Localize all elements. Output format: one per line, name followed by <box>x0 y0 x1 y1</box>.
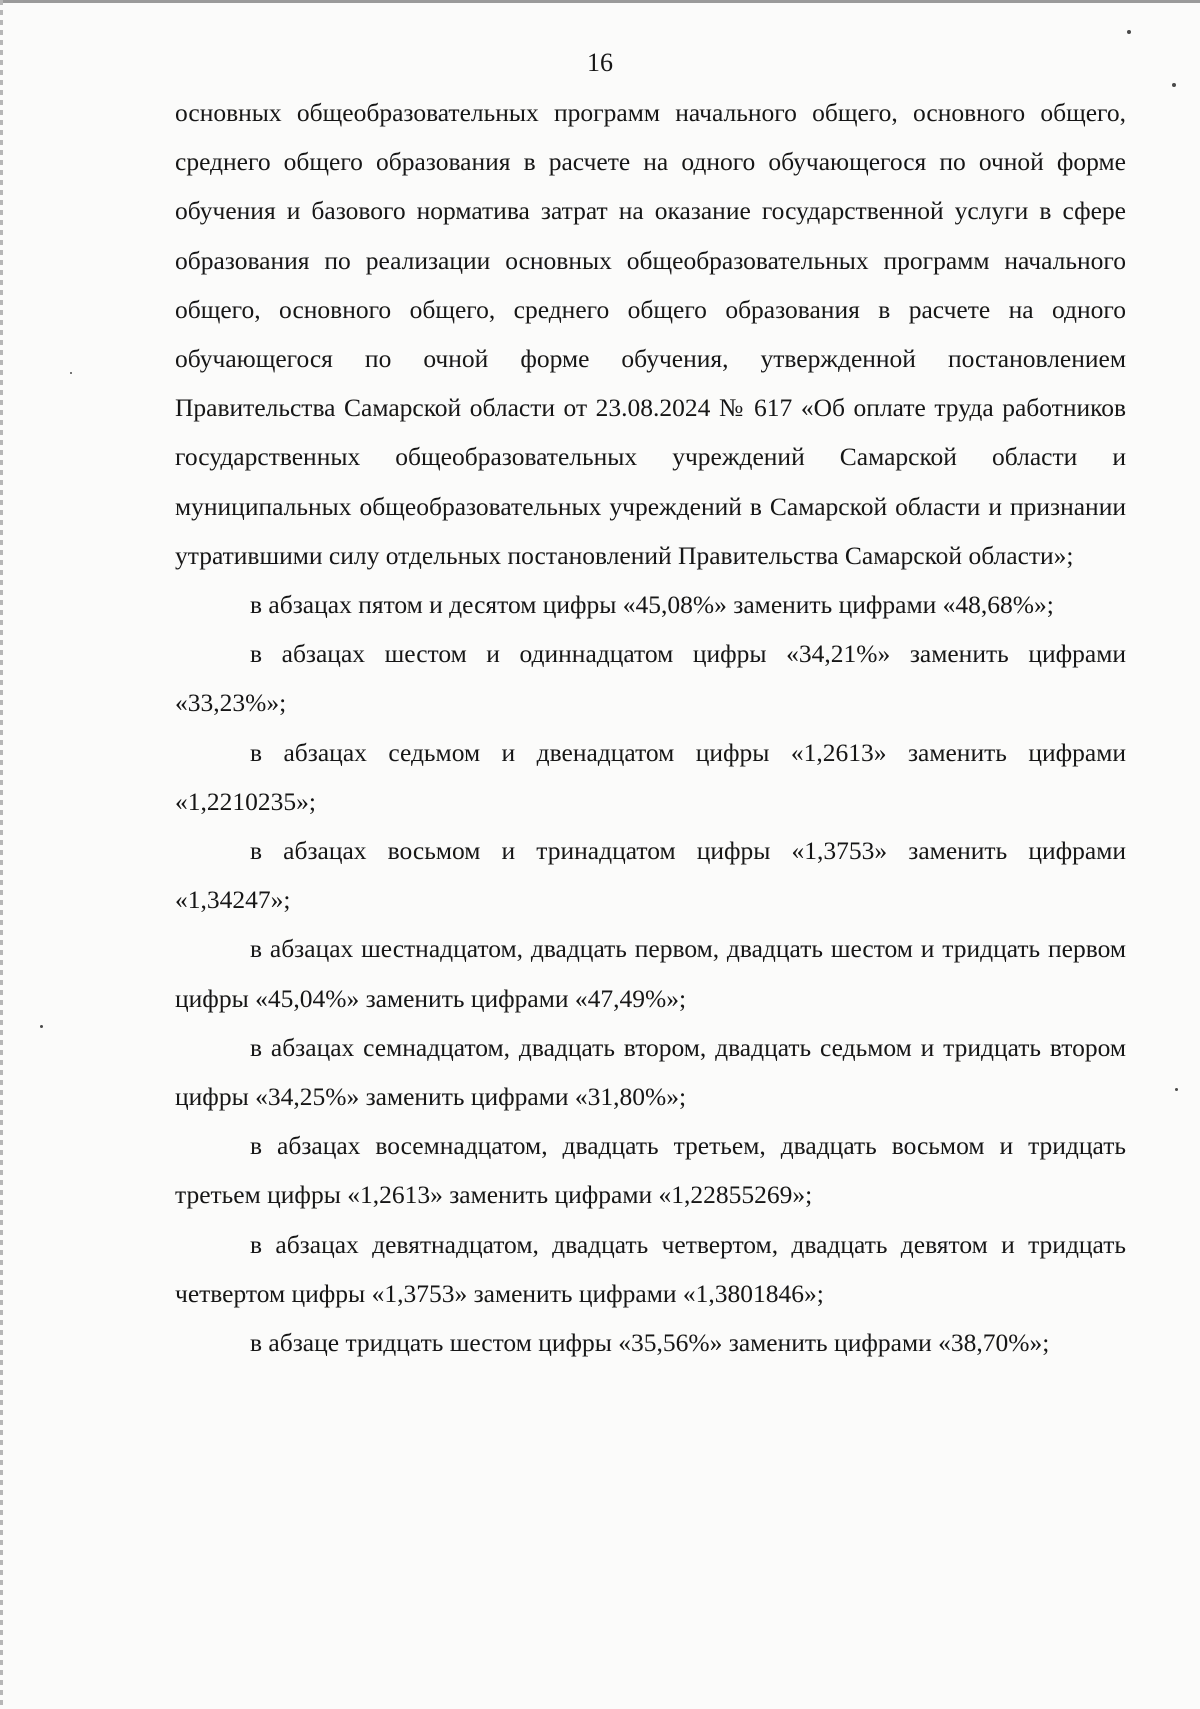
amendment-paragraph: в абзацах шестнадцатом, двадцать первом, двадцать шестом и тридцать первом цифры «45,04%» заменить цифрами «47,49%»; <box>175 934 1126 1013</box>
amendment-paragraph: в абзацах девятнадцатом, двадцать четвертом, двадцать девятом и тридцать четвертом цифры «1,3753» заменить цифрами «1,3801846»; <box>175 1229 1126 1308</box>
amendment-paragraph: в абзацах восемнадцатом, двадцать третьем, двадцать восьмом и тридцать третьем цифры «1,2613» заменить цифрами «1,22855269»; <box>175 1131 1126 1210</box>
document-body <box>175 88 1126 1367</box>
scan-left-edge <box>0 0 3 1709</box>
amendment-paragraph: в абзацах шестом и одиннадцатом цифры «34,21%» заменить цифрами «33,23%»; <box>175 639 1126 718</box>
paragraph-continuation: основных общеобразовательных программ начального общего, основного общего, среднего общего образования в расчете на одного обучающегося по очной форме обучения и базового норматива затрат на оказание государственной услуги в сфере образования по реализации основных общеобразовательных программ начального общего, основного общего, среднего общего образования в расчете на одного обучающегося по очной форме обучения, утвержденной постановлением Правительства Самарской области от 23.08.2024 № 617 «Об оплате труда работников государственных общеобразовательных учреждений Самарской области и муниципальных общеобразовательных учреждений в Самарской области и признании утратившими силу отдельных постановлений Правительства Самарской области»; <box>175 98 1126 570</box>
amendment-paragraph: в абзацах восьмом и тринадцатом цифры «1,3753» заменить цифрами «1,34247»; <box>175 836 1126 915</box>
scan-speck <box>70 372 72 374</box>
scan-speck <box>1127 30 1131 34</box>
amendment-paragraph: в абзацах семнадцатом, двадцать втором, двадцать седьмом и тридцать втором цифры «34,25%» заменить цифрами «31,80%»; <box>175 1032 1126 1112</box>
page-number: 16 <box>587 48 613 77</box>
scan-top-edge <box>0 0 1200 3</box>
amendment-paragraph: в абзацах пятом и десятом цифры «45,08%» заменить цифрами «48,68%»; <box>250 590 1054 620</box>
scan-speck <box>1175 1088 1178 1091</box>
scan-speck <box>40 1025 43 1028</box>
scan-speck <box>1172 83 1176 87</box>
amendment-paragraph: в абзаце тридцать шестом цифры «35,56%» заменить цифрами «38,70%»; <box>250 1328 1050 1358</box>
amendment-paragraph: в абзацах седьмом и двенадцатом цифры «1,2613» заменить цифрами «1,2210235»; <box>175 737 1126 816</box>
